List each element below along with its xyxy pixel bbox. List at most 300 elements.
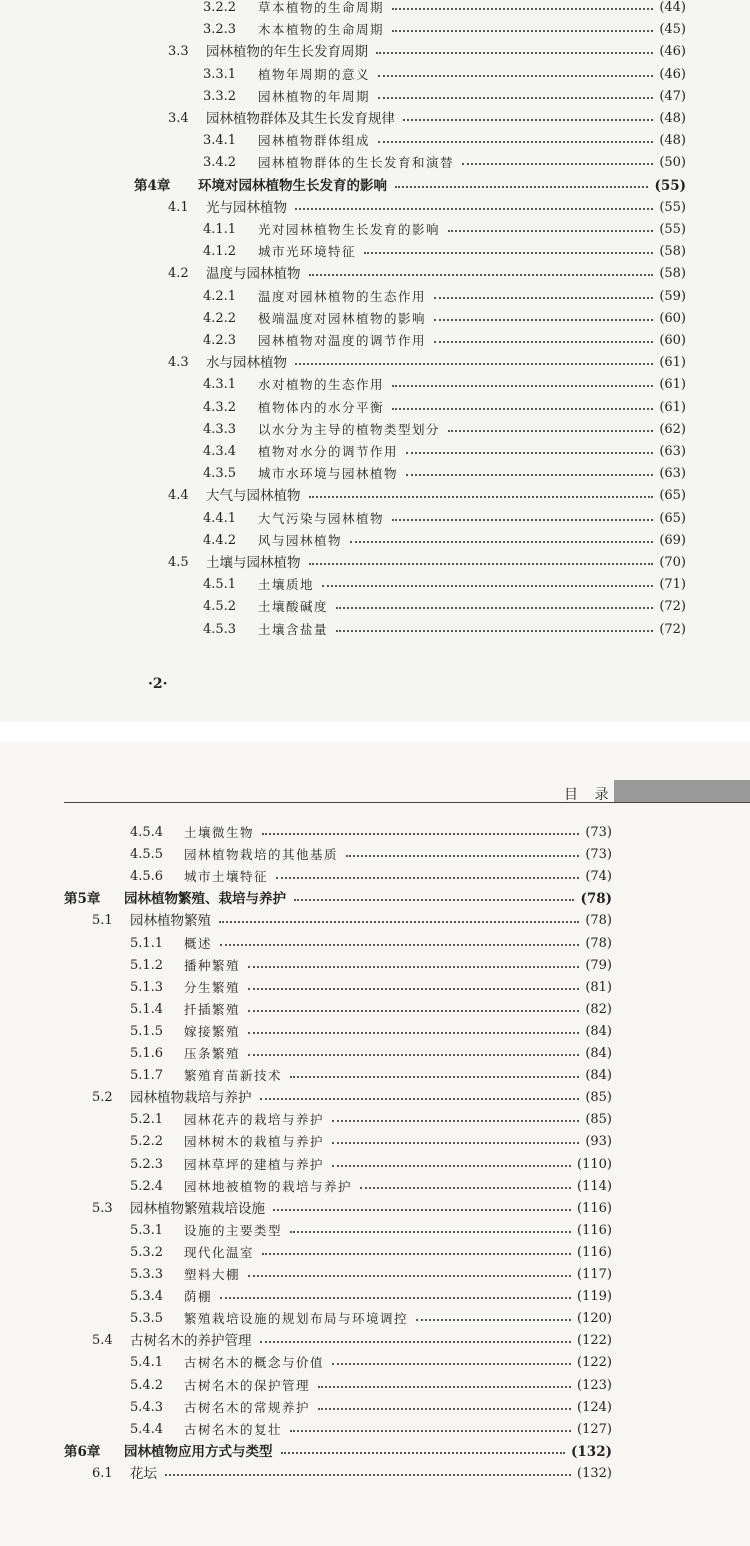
leader-dots [406,452,653,454]
toc-entry [0,1352,750,1374]
toc-page-right [0,742,750,1546]
toc-entry-number: 3.2.3 [203,22,237,38]
toc-entry-page: (72) [659,621,686,637]
toc-entry-title: 土壤微生物 [184,825,255,840]
leader-dots [448,230,653,232]
leader-dots [346,855,579,857]
toc-entry-number: 4.5.3 [203,621,237,637]
toc-entry [0,1375,750,1397]
toc-entry-page: (73) [585,847,612,863]
toc-entry-number: 5.4.1 [130,1355,164,1371]
toc-entry-number: 4.1.1 [203,222,237,237]
page-gap [0,722,750,742]
toc-entry-title: 园林植物对温度的调节作用 [258,333,427,348]
toc-entry-title: 环境对园林植物生长发育的影响 [198,177,387,194]
toc-entry [0,1463,750,1485]
leader-dots [392,385,653,387]
toc-entry-number: 5.4.3 [130,1399,164,1415]
toc-entry-page: (84) [585,1068,612,1084]
toc-entry-page: (122) [577,1333,612,1349]
toc-entry-number: 5.3.1 [130,1222,164,1238]
toc-entry [0,485,750,507]
toc-entry [0,1220,750,1242]
leader-dots [309,496,653,498]
toc-entry-title: 园林地被植物的栽培与养护 [184,1178,353,1194]
toc-entry-title: 园林植物繁殖、栽培与养护 [124,891,286,908]
toc-page-left [0,0,750,722]
toc-entry-number: 4.2.1 [203,288,237,304]
toc-entry-title: 花坛 [130,1465,157,1482]
toc-entry-page: (116) [577,1222,612,1238]
toc-entry-number: 4.3 [168,355,189,371]
toc-entry [0,352,750,374]
toc-entry-title: 木本植物的生命周期 [258,22,385,38]
toc-entry-number: 4.5.4 [130,825,164,840]
toc-entry [0,463,750,485]
toc-entry-page: (78) [585,935,612,951]
toc-entry-title: 繁殖育苗新技术 [184,1068,283,1084]
toc-entry-title: 园林植物群体组成 [258,133,371,149]
toc-entry [0,866,750,888]
toc-entry-title: 设施的主要类型 [184,1222,283,1238]
toc-entry-page: (117) [577,1267,612,1282]
leader-dots [273,1209,571,1211]
toc-entry-title: 土壤含盐量 [258,621,329,637]
leader-dots [248,1275,571,1277]
toc-entry [0,822,750,844]
toc-entry-page: (79) [585,957,612,973]
toc-entry [0,619,750,641]
toc-entry [0,596,750,618]
leader-dots [392,30,653,32]
toc-entry-number: 4.3.3 [203,421,237,437]
toc-entry-page: (69) [659,532,686,548]
toc-entry-number: 3.4 [168,111,189,126]
toc-entry-page: (78) [585,913,612,929]
toc-entry-number: 5.2 [92,1090,113,1106]
toc-entry-page: (58) [659,266,686,282]
toc-entry [0,1397,750,1419]
toc-entry-page: (61) [659,355,686,371]
toc-entry [0,1441,750,1463]
toc-entry-page: (124) [577,1399,612,1415]
leader-dots [219,921,579,923]
toc-entry [0,552,750,574]
toc-entry-page: (60) [659,333,686,348]
toc-entry [0,130,750,152]
toc-entry-number: 5.1.1 [130,935,164,951]
toc-entry [0,999,750,1021]
toc-entry-page: (48) [659,133,686,149]
header-title: 目 录 [564,787,615,803]
leader-dots [248,1010,579,1012]
toc-entry-title: 扦插繁殖 [184,1001,241,1017]
leader-dots [392,8,653,10]
toc-entry-number: 4.5 [168,555,189,570]
toc-entry [0,910,750,932]
toc-entry-number: 5.1.3 [130,979,164,995]
toc-entry-title: 分生繁殖 [184,979,241,995]
toc-entry-number: 4.3.1 [203,377,237,393]
toc-entry-title: 风与园林植物 [258,532,343,548]
toc-entry-page: (50) [659,155,686,171]
toc-entry [0,1286,750,1308]
leader-dots [248,988,579,990]
toc-entry-number: 5.3.5 [130,1311,164,1327]
toc-entry-title: 城市光环境特征 [258,244,357,260]
toc-entry-page: (55) [654,177,686,194]
toc-entry-page: (48) [659,111,686,126]
toc-entry [0,152,750,174]
toc-entry-title: 嫁接繁殖 [184,1023,241,1039]
leader-dots [260,1098,579,1100]
toc-entry-number: 5.3.2 [130,1244,164,1260]
toc-entry-page: (65) [659,510,686,526]
toc-entry-page: (44) [659,0,686,15]
toc-entry-number: 第4章 [134,177,171,194]
toc-entry-page: (119) [577,1289,612,1305]
toc-entry [0,64,750,86]
toc-entry [0,1198,750,1220]
toc-entry [0,1176,750,1198]
toc-entry-number: 3.4.1 [203,133,237,149]
toc-entry [0,1154,750,1176]
leader-dots [260,1341,571,1343]
toc-entry-title: 古树名木的复壮 [184,1421,283,1437]
toc-entry [0,19,750,41]
leader-dots [403,119,653,121]
leader-dots [281,1452,565,1454]
toc-entry-title: 现代化温室 [184,1244,255,1260]
toc-entry-number: 3.3.2 [203,88,237,104]
toc-entry-number: 4.4 [168,488,189,504]
leader-dots [276,877,579,879]
leader-dots [378,97,653,99]
toc-entry-page: (110) [577,1156,612,1172]
toc-entry-title: 园林植物栽培的其他基质 [184,847,339,863]
leader-dots [290,1430,571,1432]
toc-entry-number: 5.3.4 [130,1289,164,1305]
toc-entry-number: 4.3.4 [203,444,237,459]
leader-dots [295,363,653,365]
toc-entry-title: 压条繁殖 [184,1046,241,1061]
toc-entry-title: 草本植物的生命周期 [258,0,385,15]
toc-entry-page: (45) [659,22,686,38]
leader-dots [336,630,653,632]
toc-entry-page: (55) [659,199,686,215]
page-number: ·2· [148,676,168,692]
toc-entry [0,241,750,263]
leader-dots [434,341,653,343]
toc-entry-number: 3.2.2 [203,0,237,15]
toc-entry-page: (132) [571,1443,612,1460]
toc-entry-page: (63) [659,466,686,482]
toc-entry-number: 4.4.2 [203,532,237,548]
toc-entry-page: (81) [585,979,612,995]
leader-dots [416,1319,571,1321]
toc-entry-number: 5.3.3 [130,1267,164,1282]
toc-entry [0,286,750,308]
toc-entry-page: (62) [659,421,686,437]
leader-dots [336,607,653,609]
toc-entry-number: 4.2 [168,266,189,282]
leader-dots [392,408,653,410]
toc-entry-page: (116) [577,1200,612,1216]
toc-entry [0,263,750,285]
toc-entry-page: (93) [585,1134,612,1150]
toc-entry-title: 园林植物的年生长发育周期 [206,44,368,61]
toc-entry-page: (61) [659,377,686,393]
leader-dots [262,833,579,835]
toc-entry-number: 5.1.4 [130,1001,164,1017]
toc-entry-page: (84) [585,1046,612,1061]
toc-entry [0,1242,750,1264]
toc-entry-title: 水与园林植物 [206,355,287,372]
leader-dots [295,208,653,210]
toc-entry-title: 植物对水分的调节作用 [258,444,399,459]
toc-entry-number: 4.3.5 [203,466,237,482]
leader-dots [262,1253,571,1255]
leader-dots [378,141,653,143]
leader-dots [350,541,653,543]
leader-dots [332,1165,571,1167]
leader-dots [406,474,653,476]
toc-entry-number: 5.1.2 [130,957,164,973]
toc-entry-number: 3.3 [168,44,189,60]
toc-entry-number: 3.4.2 [203,155,237,171]
toc-entry-page: (70) [659,555,686,570]
toc-entry-number: 5.2.3 [130,1156,164,1172]
toc-entry [0,374,750,396]
toc-entry [0,197,750,219]
toc-entry-title: 繁殖栽培设施的规划布局与环境调控 [184,1311,409,1327]
toc-entry-title: 园林植物繁殖栽培设施 [130,1200,265,1217]
toc-entry-page: (116) [577,1244,612,1260]
header-rule [64,802,750,803]
toc-entry-number: 5.4.2 [130,1377,164,1393]
toc-entry-page: (114) [577,1178,612,1194]
toc-entry-number: 5.1.5 [130,1023,164,1039]
leader-dots [376,52,653,54]
toc-entry-number: 4.5.5 [130,847,164,863]
toc-entry-title: 城市土壤特征 [184,869,269,885]
toc-entry-title: 土壤与园林植物 [206,555,301,571]
toc-entry [0,574,750,596]
toc-entry-page: (61) [659,399,686,415]
toc-entry-title: 播种繁殖 [184,957,241,973]
toc-entry-page: (84) [585,1023,612,1039]
toc-entry [0,330,750,352]
toc-entry-title: 大气与园林植物 [206,488,301,505]
toc-entry-page: (59) [659,288,686,304]
toc-entry-number: 4.2.3 [203,333,237,348]
toc-entry [0,1087,750,1109]
leader-dots [378,75,653,77]
leader-dots [309,274,653,276]
toc-entry-title: 城市水环境与园林植物 [258,466,399,482]
toc-entry-page: (123) [577,1377,612,1393]
leader-dots [248,966,579,968]
toc-entry-title: 以水分为主导的植物类型划分 [258,421,441,437]
toc-entry-page: (122) [577,1355,612,1371]
toc-entry-page: (132) [577,1465,612,1481]
toc-entry-number: 5.2.4 [130,1178,164,1194]
toc-entry-number: 5.4.4 [130,1421,164,1437]
toc-entry-number: 第6章 [64,1443,101,1460]
toc-entry [0,1109,750,1131]
toc-entry-title: 园林植物的年周期 [258,88,371,104]
leader-dots [395,186,648,188]
toc-entry-page: (63) [659,444,686,459]
toc-entry-page: (58) [659,244,686,260]
toc-entry [0,1021,750,1043]
toc-entry-number: 4.2.2 [203,310,237,326]
toc-entry-number: 第5章 [64,891,101,908]
leader-dots [392,519,653,521]
toc-entry [0,397,750,419]
leader-dots [448,430,653,432]
toc-entry [0,508,750,530]
toc-entry-page: (73) [585,825,612,840]
toc-entry [0,108,750,130]
toc-entry [0,844,750,866]
toc-entry-title: 植物年周期的意义 [258,66,371,82]
toc-entry-title: 概述 [184,935,213,951]
toc-entry-title: 极端温度对园林植物的影响 [258,310,427,326]
toc-entry-title: 光对园林植物生长发育的影响 [258,222,441,237]
leader-dots [462,163,653,165]
toc-entry-number: 4.5.2 [203,599,237,615]
toc-entry-page: (46) [659,66,686,82]
toc-entry [0,41,750,63]
toc-entry-title: 土壤质地 [258,577,315,593]
toc-entry-title: 塑料大棚 [184,1267,241,1282]
toc-entry-number: 5.3 [92,1200,113,1216]
toc-entry-title: 古树名木的养护管理 [130,1333,252,1350]
leader-dots [364,252,653,254]
leader-dots [290,1076,579,1078]
toc-entry-page: (85) [585,1090,612,1106]
toc-entry-number: 5.4 [92,1333,113,1349]
toc-entry-page: (71) [659,577,686,593]
toc-entry-title: 园林草坪的建植与养护 [184,1156,325,1172]
toc-entry [0,1419,750,1441]
toc-entry [0,1065,750,1087]
toc-entry [0,86,750,108]
toc-entry-title: 园林植物繁殖 [130,913,211,930]
leader-dots [220,1297,571,1299]
toc-entry-page: (72) [659,599,686,615]
toc-entry-page: (85) [585,1112,612,1128]
toc-entry [0,441,750,463]
toc-entry-number: 5.1.7 [130,1068,164,1084]
toc-entry [0,175,750,197]
leader-dots [318,1408,571,1410]
toc-entry-number: 4.1.2 [203,244,237,260]
header-bar [614,780,750,802]
toc-entry-number: 4.3.2 [203,399,237,415]
toc-entry-number: 5.1 [92,913,113,929]
toc-entry-page: (82) [585,1001,612,1017]
toc-entry-number: 4.5.6 [130,869,164,885]
toc-entry-number: 5.2.2 [130,1134,164,1150]
toc-entry-title: 园林植物应用方式与类型 [124,1443,273,1460]
toc-entry-page: (47) [659,88,686,104]
toc-entry [0,308,750,330]
toc-entry [0,888,750,910]
leader-dots [165,1474,571,1476]
toc-entry-number: 3.3.1 [203,66,237,82]
leader-dots [290,1231,571,1233]
toc-entry-title: 古树名木的概念与价值 [184,1355,325,1371]
toc-entry-number: 5.2.1 [130,1112,164,1128]
toc-entry [0,530,750,552]
toc-entry-page: (127) [577,1421,612,1437]
leader-dots [434,297,653,299]
toc-entry [0,1308,750,1330]
leader-dots [332,1120,579,1122]
toc-entry-title: 园林树木的栽植与养护 [184,1134,325,1150]
toc-entry-title: 园林花卉的栽培与养护 [184,1112,325,1128]
leader-dots [360,1187,571,1189]
toc-entry-title: 荫棚 [184,1289,213,1305]
leader-dots [294,899,574,901]
toc-entry-page: (120) [577,1311,612,1327]
toc-entry-page: (65) [659,488,686,504]
toc-entry [0,1264,750,1286]
leader-dots [322,585,653,587]
toc-entry [0,933,750,955]
toc-entry-title: 温度对园林植物的生态作用 [258,288,427,304]
leader-dots [220,944,579,946]
leader-dots [332,1142,579,1144]
toc-entry [0,419,750,441]
toc-entry-page: (74) [585,869,612,885]
toc-entry-title: 园林植物群体的生长发育和演替 [258,155,455,171]
toc-entry-number: 4.1 [168,199,189,215]
leader-dots [248,1032,579,1034]
toc-entry-page: (55) [659,222,686,237]
toc-entry [0,1330,750,1352]
toc-entry-number: 4.4.1 [203,510,237,526]
toc-entry-title: 温度与园林植物 [206,266,301,283]
toc-entry-title: 光与园林植物 [206,199,287,216]
toc-entry-title: 水对植物的生态作用 [258,377,385,393]
toc-entry-title: 土壤酸碱度 [258,599,329,615]
toc-entry-page: (60) [659,310,686,326]
toc-entry [0,977,750,999]
toc-entry [0,219,750,241]
toc-entry-page: (46) [659,44,686,60]
toc-entry [0,0,750,19]
toc-entry-number: 6.1 [92,1465,113,1481]
toc-entry [0,955,750,977]
leader-dots [309,563,653,565]
leader-dots [434,319,653,321]
leader-dots [248,1054,579,1056]
toc-entry-title: 植物体内的水分平衡 [258,399,385,415]
leader-dots [318,1386,571,1388]
toc-entry-number: 5.1.6 [130,1046,164,1061]
leader-dots [332,1363,571,1365]
toc-entry-page: (78) [580,891,612,908]
toc-entry-title: 园林植物群体及其生长发育规律 [206,111,395,127]
toc-entry [0,1043,750,1065]
toc-entry-title: 大气污染与园林植物 [258,510,385,526]
toc-entry-number: 4.5.1 [203,577,237,593]
toc-entry-title: 园林植物栽培与养护 [130,1090,252,1107]
toc-entry-title: 古树名木的常规养护 [184,1399,311,1415]
